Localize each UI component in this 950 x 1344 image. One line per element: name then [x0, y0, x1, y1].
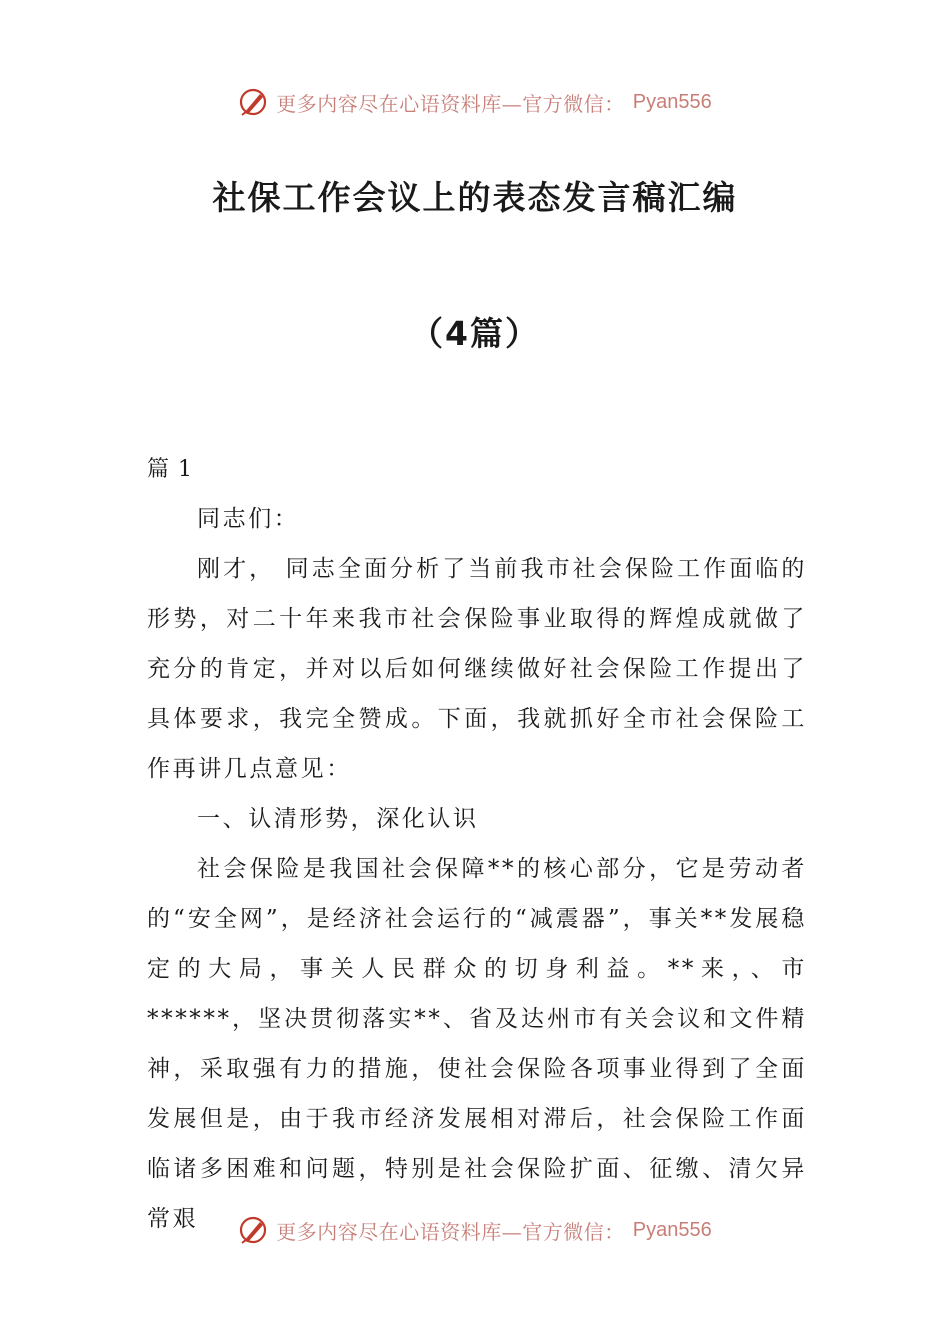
header-watermark — [0, 82, 950, 122]
body-paragraph: 社会保险是我国社会保障**的核心部分，它是劳动者的“安全网”，是经济社会运行的“减震器”，事关**发展稳定的大局，事关人民群众的切身利益。**来，、市******，坚决贯彻落实**、省及达州市有关会议和文件精神，采取强有力的措施，使社会保险各项事业得到了全面发展但是，由于我市经济发展相对滞后，社会保险工作面临诸多困难和问题，特别是社会保险扩面、征缴、清欠异常艰 — [147, 856, 807, 1232]
watermark-text: 更多内容尽在心语资料库—官方微信： — [276, 91, 625, 116]
quill-pen-logo-icon — [238, 87, 268, 117]
watermark-text: 更多内容尽在心语资料库—官方微信： — [276, 1219, 625, 1244]
document-subtitle: （4篇） — [410, 314, 540, 353]
salutation-paragraph: 同志们： — [197, 506, 300, 532]
document-title: 社保工作会议上的表态发言稿汇编 — [212, 178, 738, 217]
section-heading: 一、认清形势，深化认识 — [197, 806, 479, 832]
body-paragraph: 刚才， 同志全面分析了当前我市社会保险工作面临的形势，对二十年来我市社会保险事业取得的辉煌成就做了充分的肯定，并对以后如何继续做好社会保险工作提出了具体要求，我完全赞成。下面，我就抓好全市社会保险工作再讲几点意见： — [147, 556, 807, 782]
watermark-account: Pyan556 — [632, 1218, 712, 1241]
document-body — [147, 494, 807, 1244]
footer-watermark — [0, 1210, 950, 1250]
watermark-account: Pyan556 — [632, 90, 712, 113]
section-label: 篇 1 — [147, 457, 193, 482]
quill-pen-logo-icon — [238, 1215, 268, 1245]
